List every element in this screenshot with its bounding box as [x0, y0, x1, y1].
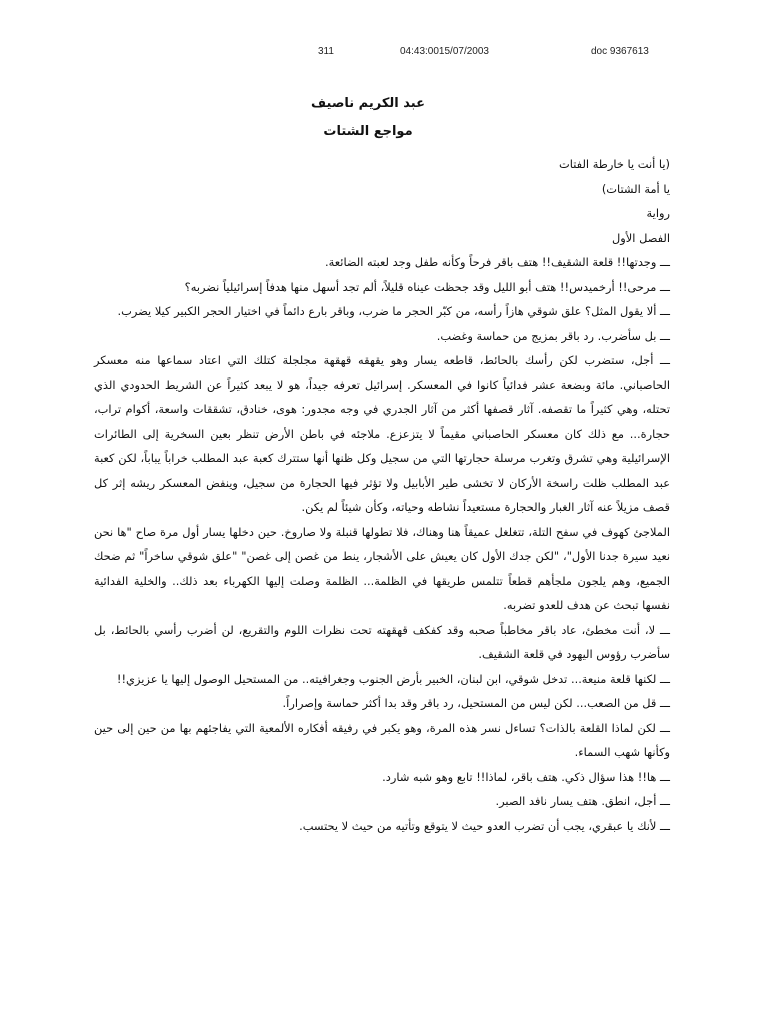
timestamp: 04:43:0015/07/2003 — [400, 46, 489, 57]
paragraph: ـــ أجل، انطق. هتف يسار نافد الصبر. — [495, 794, 670, 808]
paragraph: ـــ لا، أنت مخطئ، عاد باقر مخاطباً صحبه وقد كفكف قهقهته تحت نظرات اللوم والتقريع، لن أضرب رأسي بالحائط، بل سأضرب رؤوس اليهود في قلعة الشقيف. — [94, 622, 670, 661]
page-number: 311 — [318, 46, 334, 57]
paragraph: ـــ مرحى!! أرخميدس!! هتف أبو الليل وقد جحظت عيناه قليلاً، ألم تجد أسهل منها هدفاً إسرائيلياً نضربه؟ — [184, 279, 670, 294]
paragraph: ـــ لأنك يا عبقري، يجب أن تضرب العدو حيث لا يتوقع وتأتيه من حيث لا يحتسب. — [299, 818, 670, 833]
paragraph: ـــ لكنها قلعة منيعة... تدخل شوقي، ابن لبنان، الخبير بأرض الجنوب وجغرافيته.. من المستحيل الوصول إليها يا عزيزي!! — [116, 671, 670, 686]
paragraph: ـــ ألا يقول المثل؟ علق شوقي هازاً رأسه، من كبّر الحجر ما ضرب، وباقر بارع دائماً في اختيار الحجر الكبير كيلا يضرب. — [117, 304, 670, 318]
paragraph: ـــ قل من الصعب... لكن ليس من المستحيل، رد باقر وقد بدا أكثر حماسة وإصراراً. — [282, 696, 670, 710]
document-id: doc 9367613 — [591, 46, 649, 57]
epigraph-line-2: يا أمة الشتات) — [601, 181, 670, 196]
page-header — [0, 46, 768, 64]
paragraph: الملاجئ كهوف في سفح التلة، تتغلغل عميقاً هنا وهناك، فلا تطولها قنبلة ولا صاروخ. حين دخلها يسار أول مرة صاح "ها نحن نعيد سيرة جدنا الأول"، "لكن جدك الأول كان يعيش على الأشجار، ينط من غصن إلى غصن" "علق شوقي ساخراً" ثم ضحك الجميع، وهم يلجون ملجأهم قطعاً تتلمس طريقها في الظلمة... الظلمة وصلت إليها الكهرباء بعد ذلك.. والخلية الفدائية نفسها تبحث عن هدف للعدو تضربه. — [94, 524, 670, 612]
paragraph: ـــ وجدتها!! قلعة الشقيف!! هتف باقر فرحاً وكأنه طفل وجد لعبته الضائعة. — [325, 255, 670, 269]
author-name: عبد الكريم ناصيف — [311, 96, 425, 111]
paragraph: ـــ بل سأضرب. رد باقر بمزيج من حماسة وغضب. — [436, 328, 670, 343]
paragraph: ـــ لكن لماذا القلعة بالذات؟ تساءل نسر هذه المرة، وهو يكبر في رفيقه أفكاره الألمعية التي يفاجئهم بها من حين إلى حين وكأنها شهب السماء. — [94, 720, 670, 759]
paragraph: ـــ أجل، ستضرب لكن رأسك بالحائط، قاطعه يسار وهو يقهقه قهقهة مجلجلة كتلك التي اعتاد سماعها منه معسكر الحاصباني. مائة وبضعة عشر فدائياً كانوا في المعسكر. إسرائيل تعرفه جيداً، هو لا يبعد كثيراً عن الشريط الحدودي الذي تحتله، وهي كثيراً ما تقصفه. آثار قصفها أكثر من آثار الجدري في وجه مجدور: هوى، خنادق، تشققات واسعة، أكوام تراب، حجارة... مع ذلك كان معسكر الحاصباني مقيماً لا يتزعزع. ملاجئه في باطن الأرض تنظر بعين السخرية إلى الطائرات الإسرائيلية وهي تشرق وتغرب مرسلة حجارتها التي من سجيل وكل ظنها أنها ستترك كعبة عبد المطلب خراباً يباباً، لكن كعبة عبد المطلب ظلت راسخة الأركان لا تخشى طير الأبابيل ولا تؤثر فيها الحجارة من سجيل، وينفض المعسكر ريشه إثر كل قصف مزيلاً عنه آثار الغبار والحجارة مستعيداً نشاطه وحياته، وكأن شيئاً لم يكن. — [94, 353, 670, 514]
chapter-heading: الفصل الأول — [612, 230, 670, 245]
epigraph-line-1: (يا أنت يا خارطة الفتات — [559, 157, 670, 171]
book-title: مواجع الشتات — [323, 124, 413, 139]
paragraph: ـــ ها!! هذا سؤال ذكي. هتف باقر، لماذا!! تابع وهو شبه شارد. — [382, 769, 670, 784]
document-body — [94, 152, 670, 838]
genre-label: رواية — [646, 206, 670, 220]
